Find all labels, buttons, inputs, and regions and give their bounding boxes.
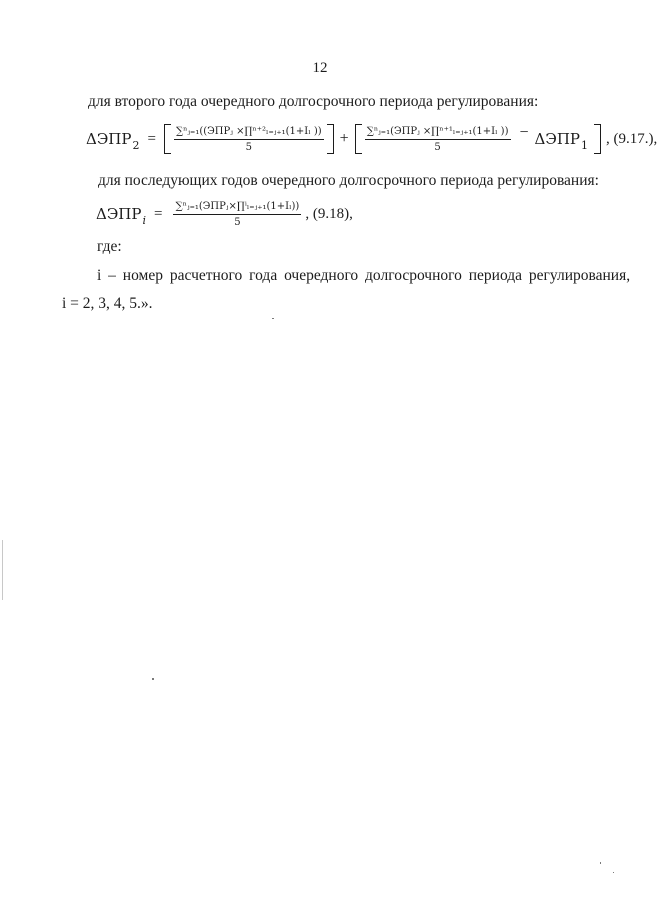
definition-line-1: i – номер расчетного года очередного долгосрочного периода регулирования, bbox=[97, 267, 631, 284]
formula-9-17-bracket-2 bbox=[355, 124, 601, 154]
formula-9-17-equals: = bbox=[147, 130, 156, 147]
formula-9-18-equals: = bbox=[154, 205, 163, 222]
formula-9-18-fraction bbox=[170, 199, 304, 229]
fraction-denominator: 5 bbox=[245, 142, 252, 153]
formula-9-18-lhs: $\Delta ЭПР_i$ bbox=[96, 205, 147, 227]
fraction-denominator: 5 bbox=[234, 217, 241, 228]
formula-9-17-fraction-2 bbox=[362, 124, 514, 154]
where-label: где: bbox=[97, 238, 122, 255]
scan-speck bbox=[152, 678, 154, 680]
scan-edge-mark bbox=[2, 540, 3, 600]
formula-9-17-minus: − bbox=[519, 124, 529, 141]
fraction-numerator: ∑ⁿⱼ₌₁(ЭПРⱼ ×∏ⁿ⁺¹ₗ₌ⱼ₊₁(1+Iₗ )) bbox=[365, 126, 511, 140]
intro-second-year: для второго года очередного долгосрочного периода регулирования: bbox=[88, 93, 539, 110]
fraction-numerator: ∑ⁿⱼ₌₁((ЭПРⱼ ×∏ⁿ⁺²ₗ₌ⱼ₊₁(1+Iₗ )) bbox=[174, 126, 324, 140]
formula-9-17-bracket-1 bbox=[164, 124, 334, 154]
formula-9-17 bbox=[86, 117, 657, 161]
formula-9-17-reference: , (9.17.), bbox=[606, 130, 657, 147]
formula-9-18-reference: , (9.18), bbox=[305, 205, 353, 222]
formula-9-17-fraction-1 bbox=[171, 124, 327, 154]
page-number: 12 bbox=[312, 60, 328, 76]
scan-speck bbox=[600, 862, 601, 864]
right-bracket bbox=[594, 124, 601, 154]
left-bracket bbox=[355, 124, 362, 154]
formula-9-17-term: $\Delta ЭПР_1$ bbox=[534, 130, 589, 152]
intro-subsequent-years: для последующих годов очередного долгосрочного периода регулирования: bbox=[98, 172, 599, 189]
scan-speck bbox=[613, 872, 614, 873]
scan-speck bbox=[272, 318, 274, 319]
formula-9-17-lhs: $\Delta ЭПР_2$ bbox=[86, 130, 140, 152]
left-bracket bbox=[164, 124, 171, 154]
formula-9-17-plus: + bbox=[339, 130, 349, 147]
fraction-numerator: ∑ⁿⱼ₌₁(ЭПРⱼ×∏ⁱₗ₌ⱼ₊₁(1+Iₗ)) bbox=[173, 201, 301, 215]
formula-9-18 bbox=[96, 196, 353, 232]
fraction-denominator: 5 bbox=[434, 142, 441, 153]
right-bracket bbox=[327, 124, 334, 154]
definition-line-2: i = 2, 3, 4, 5.». bbox=[62, 295, 153, 312]
